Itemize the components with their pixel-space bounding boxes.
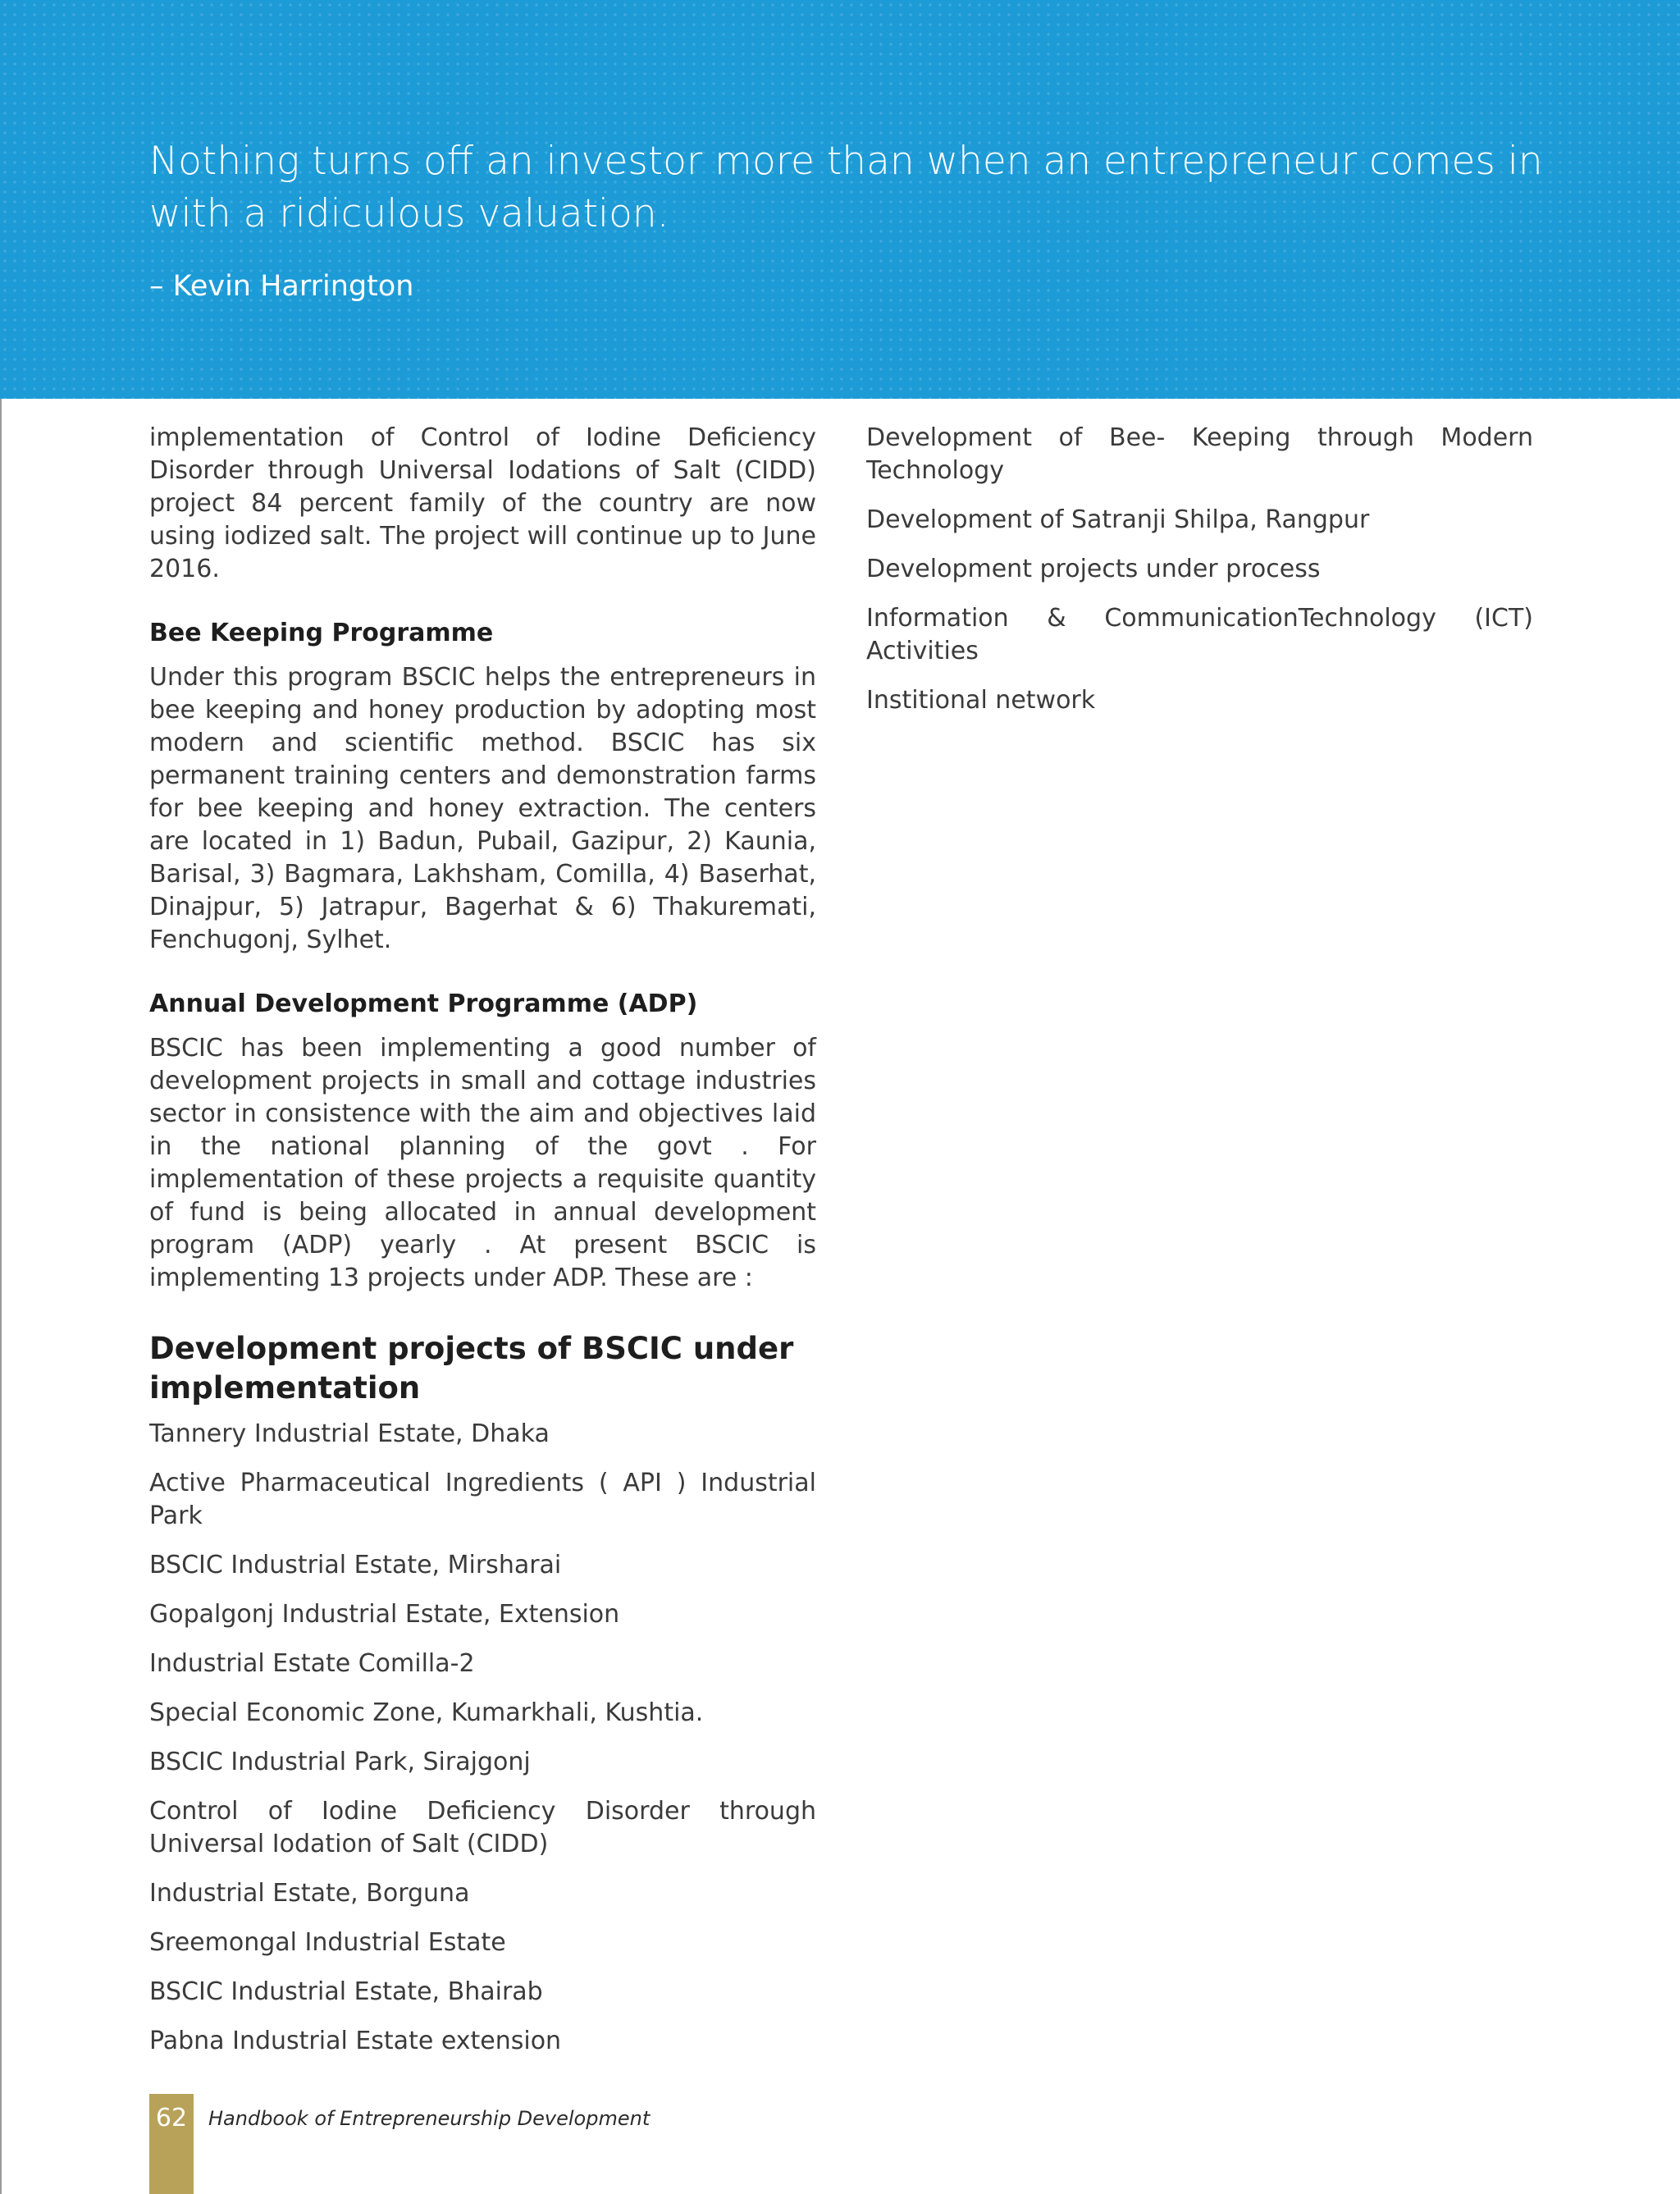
- right-column: [866, 422, 1533, 734]
- quote-banner: [0, 0, 1680, 399]
- project-item: Development of Bee- Keeping through Modern Technology: [866, 423, 1533, 485]
- project-item: Gopalgonj Industrial Estate, Extension: [149, 1600, 620, 1629]
- project-item: Active Pharmaceutical Ingredients ( API ) Industrial Park: [149, 1469, 816, 1530]
- projects-heading: Development projects of BSCIC under implementation: [149, 1331, 794, 1406]
- project-item: Development projects under process: [866, 555, 1321, 583]
- project-item: Tannery Industrial Estate, Dhaka: [149, 1419, 550, 1448]
- page-left-edge: [0, 399, 2, 2194]
- adp-paragraph: BSCIC has been implementing a good number of development projects in small and cottage industries sector in consistence with the aim and objectives laid in the national planning of the govt . For implementation of these projects a requisite quantity of fund is being allocated in annual development program (ADP) yearly . At present BSCIC is implementing 13 projects under ADP. These are :: [149, 1034, 816, 1292]
- page-number: 62: [155, 2104, 188, 2132]
- project-item: Special Economic Zone, Kumarkhali, Kushtia.: [149, 1698, 704, 1727]
- project-item: Industrial Estate, Borguna: [149, 1879, 470, 1908]
- project-item: Industrial Estate Comilla-2: [149, 1649, 475, 1678]
- project-item: Information & CommunicationTechnology (ICT) Activities: [866, 604, 1533, 665]
- project-item: Development of Satranji Shilpa, Rangpur: [866, 505, 1370, 534]
- projects-list: [149, 1418, 816, 2058]
- quote-text: Nothing turns off an investor more than when an entrepreneur comes in with a ridiculous valuation.: [149, 139, 1543, 236]
- project-item: Sreemongal Industrial Estate: [149, 1928, 506, 1957]
- project-item: Institional network: [866, 686, 1096, 715]
- left-column: [149, 422, 816, 2074]
- project-item: Pabna Industrial Estate extension: [149, 2027, 562, 2055]
- project-item: BSCIC Industrial Estate, Mirsharai: [149, 1551, 562, 1579]
- adp-heading: Annual Development Programme (ADP): [149, 990, 698, 1018]
- project-item: Control of Iodine Deficiency Disorder through Universal Iodation of Salt (CIDD): [149, 1797, 816, 1858]
- project-item: BSCIC Industrial Park, Sirajgonj: [149, 1748, 531, 1776]
- bee-keeping-paragraph: Under this program BSCIC helps the entrepreneurs in bee keeping and honey production by adopting most modern and scientific method. BSCIC has six permanent training centers and demonstration farms for bee keeping and honey extraction. The centers are located in 1) Badun, Pubail, Gazipur, 2) Kaunia, Barisal, 3) Bagmara, Lakhsham, Comilla, 4) Baserhat, Dinajpur, 5) Jatrapur, Bagerhat & 6) Thakuremati, Fenchugonj, Sylhet.: [149, 663, 816, 954]
- footer-title: Handbook of Entrepreneurship Development: [208, 2107, 651, 2130]
- projects-list-continued: [866, 422, 1533, 717]
- project-item: BSCIC Industrial Estate, Bhairab: [149, 1977, 543, 2006]
- quote-author: – Kevin Harrington: [149, 270, 414, 303]
- intro-paragraph: implementation of Control of Iodine Deficiency Disorder through Universal Iodations of Salt (CIDD) project 84 percent family of the country are now using iodized salt. The project will continue up to June 2016.: [149, 423, 816, 583]
- bee-keeping-heading: Bee Keeping Programme: [149, 619, 494, 647]
